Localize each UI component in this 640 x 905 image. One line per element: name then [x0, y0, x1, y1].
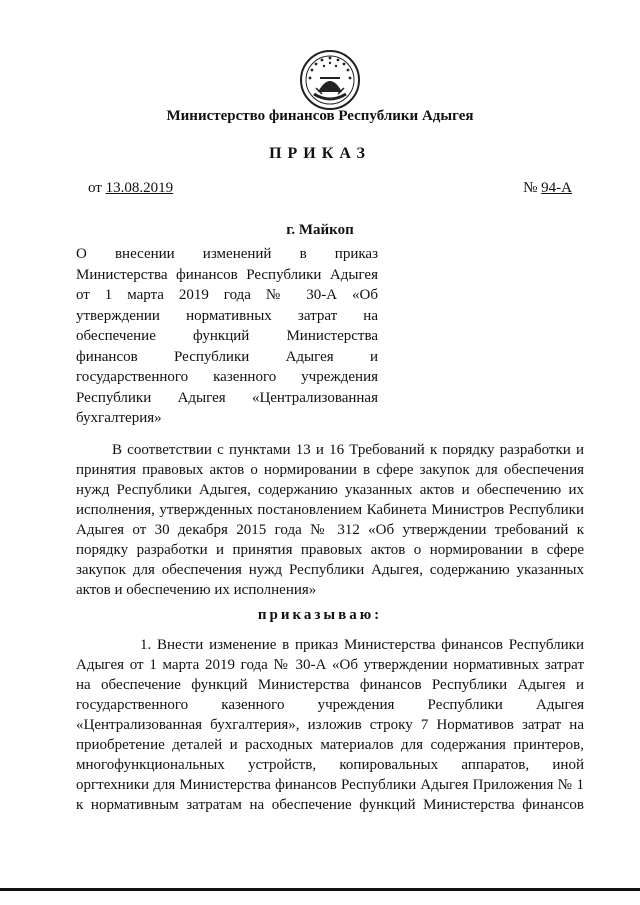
preamble-line: порядку разработки и принятия правовых актов о нормировании в сфере	[76, 542, 584, 558]
date-prefix: от	[88, 180, 102, 196]
coat-of-arms-emblem	[298, 48, 362, 112]
ministry-name: Министерство финансов Республики Адыгея	[166, 108, 474, 124]
subject-line: Министерства финансов Республики Адыгея	[76, 266, 378, 283]
item-line: 1. Внести изменение в приказ Министерства финансов Республики	[140, 637, 584, 653]
item-line: приобретение деталей и расходных материалов для содержания принтеров,	[76, 737, 584, 753]
subject-line: бухгалтерия»	[76, 410, 162, 426]
item-line: к нормативным затратам на обеспечение функций Министерства финансов	[76, 797, 584, 813]
item-line: оргтехники для Министерства финансов Республики Адыгея Приложения № 1	[76, 777, 584, 793]
item-line: государственного казенного учреждения Республики Адыгея	[76, 697, 584, 713]
preamble-line: закупок для обеспечения нужд Республики Адыгея, содержанию указанных	[76, 562, 584, 578]
subject-line: финансов Республики Адыгея и	[76, 348, 378, 365]
subject-line: обеспечение функций Министерства	[76, 328, 378, 344]
subject-line: государственного казенного учреждения	[76, 369, 378, 385]
order-date	[88, 180, 173, 197]
subject-line: утверждении нормативных затрат на	[76, 307, 378, 324]
preamble-line: исполнения, утвержденных постановлением Кабинета Министров Республики	[76, 502, 584, 518]
item-line: многофункциональных устройств, копировальных аппаратов, иной	[76, 757, 584, 773]
order-word: приказываю:	[257, 607, 383, 623]
item-line: Адыгея от 1 марта 2019 года № 30-А «Об утверждении нормативных затрат	[76, 657, 584, 673]
scan-bottom-rule	[0, 888, 640, 891]
preamble-line: принятия правовых актов о нормировании в сфере закупок для обеспечения	[76, 462, 584, 478]
subject-line: О внесении изменений в приказ	[76, 246, 378, 262]
preamble-line: нужд Республики Адыгея, содержанию указанных актов и обеспечению их	[76, 482, 584, 498]
preamble-paragraph	[76, 440, 584, 600]
number-value: 94-А	[541, 180, 572, 196]
order-subject	[76, 244, 378, 429]
subject-line: от 1 марта 2019 года № 30-А «Об	[76, 287, 378, 303]
order-title: ПРИКАЗ	[269, 145, 371, 162]
number-prefix: №	[523, 180, 538, 196]
preamble-line: актов и обеспечению их исполнения»	[76, 582, 317, 598]
date-value: 13.08.2019	[105, 180, 174, 196]
city: г. Майкоп	[286, 222, 354, 238]
preamble-line: Адыгея от 30 декабря 2015 года № 312 «Об утверждении требований к	[76, 522, 584, 538]
item-line: на обеспечение функций Министерства финансов Республики Адыгея и	[76, 677, 584, 693]
item-1-paragraph	[76, 635, 584, 815]
preamble-line: В соответствии с пунктами 13 и 16 Требований к порядку разработки и	[112, 442, 584, 458]
subject-line: Республики Адыгея «Централизованная	[76, 389, 378, 406]
order-number	[523, 180, 572, 197]
item-line: «Централизованная бухгалтерия», изложив строку 7 Нормативов затрат на	[76, 717, 584, 733]
